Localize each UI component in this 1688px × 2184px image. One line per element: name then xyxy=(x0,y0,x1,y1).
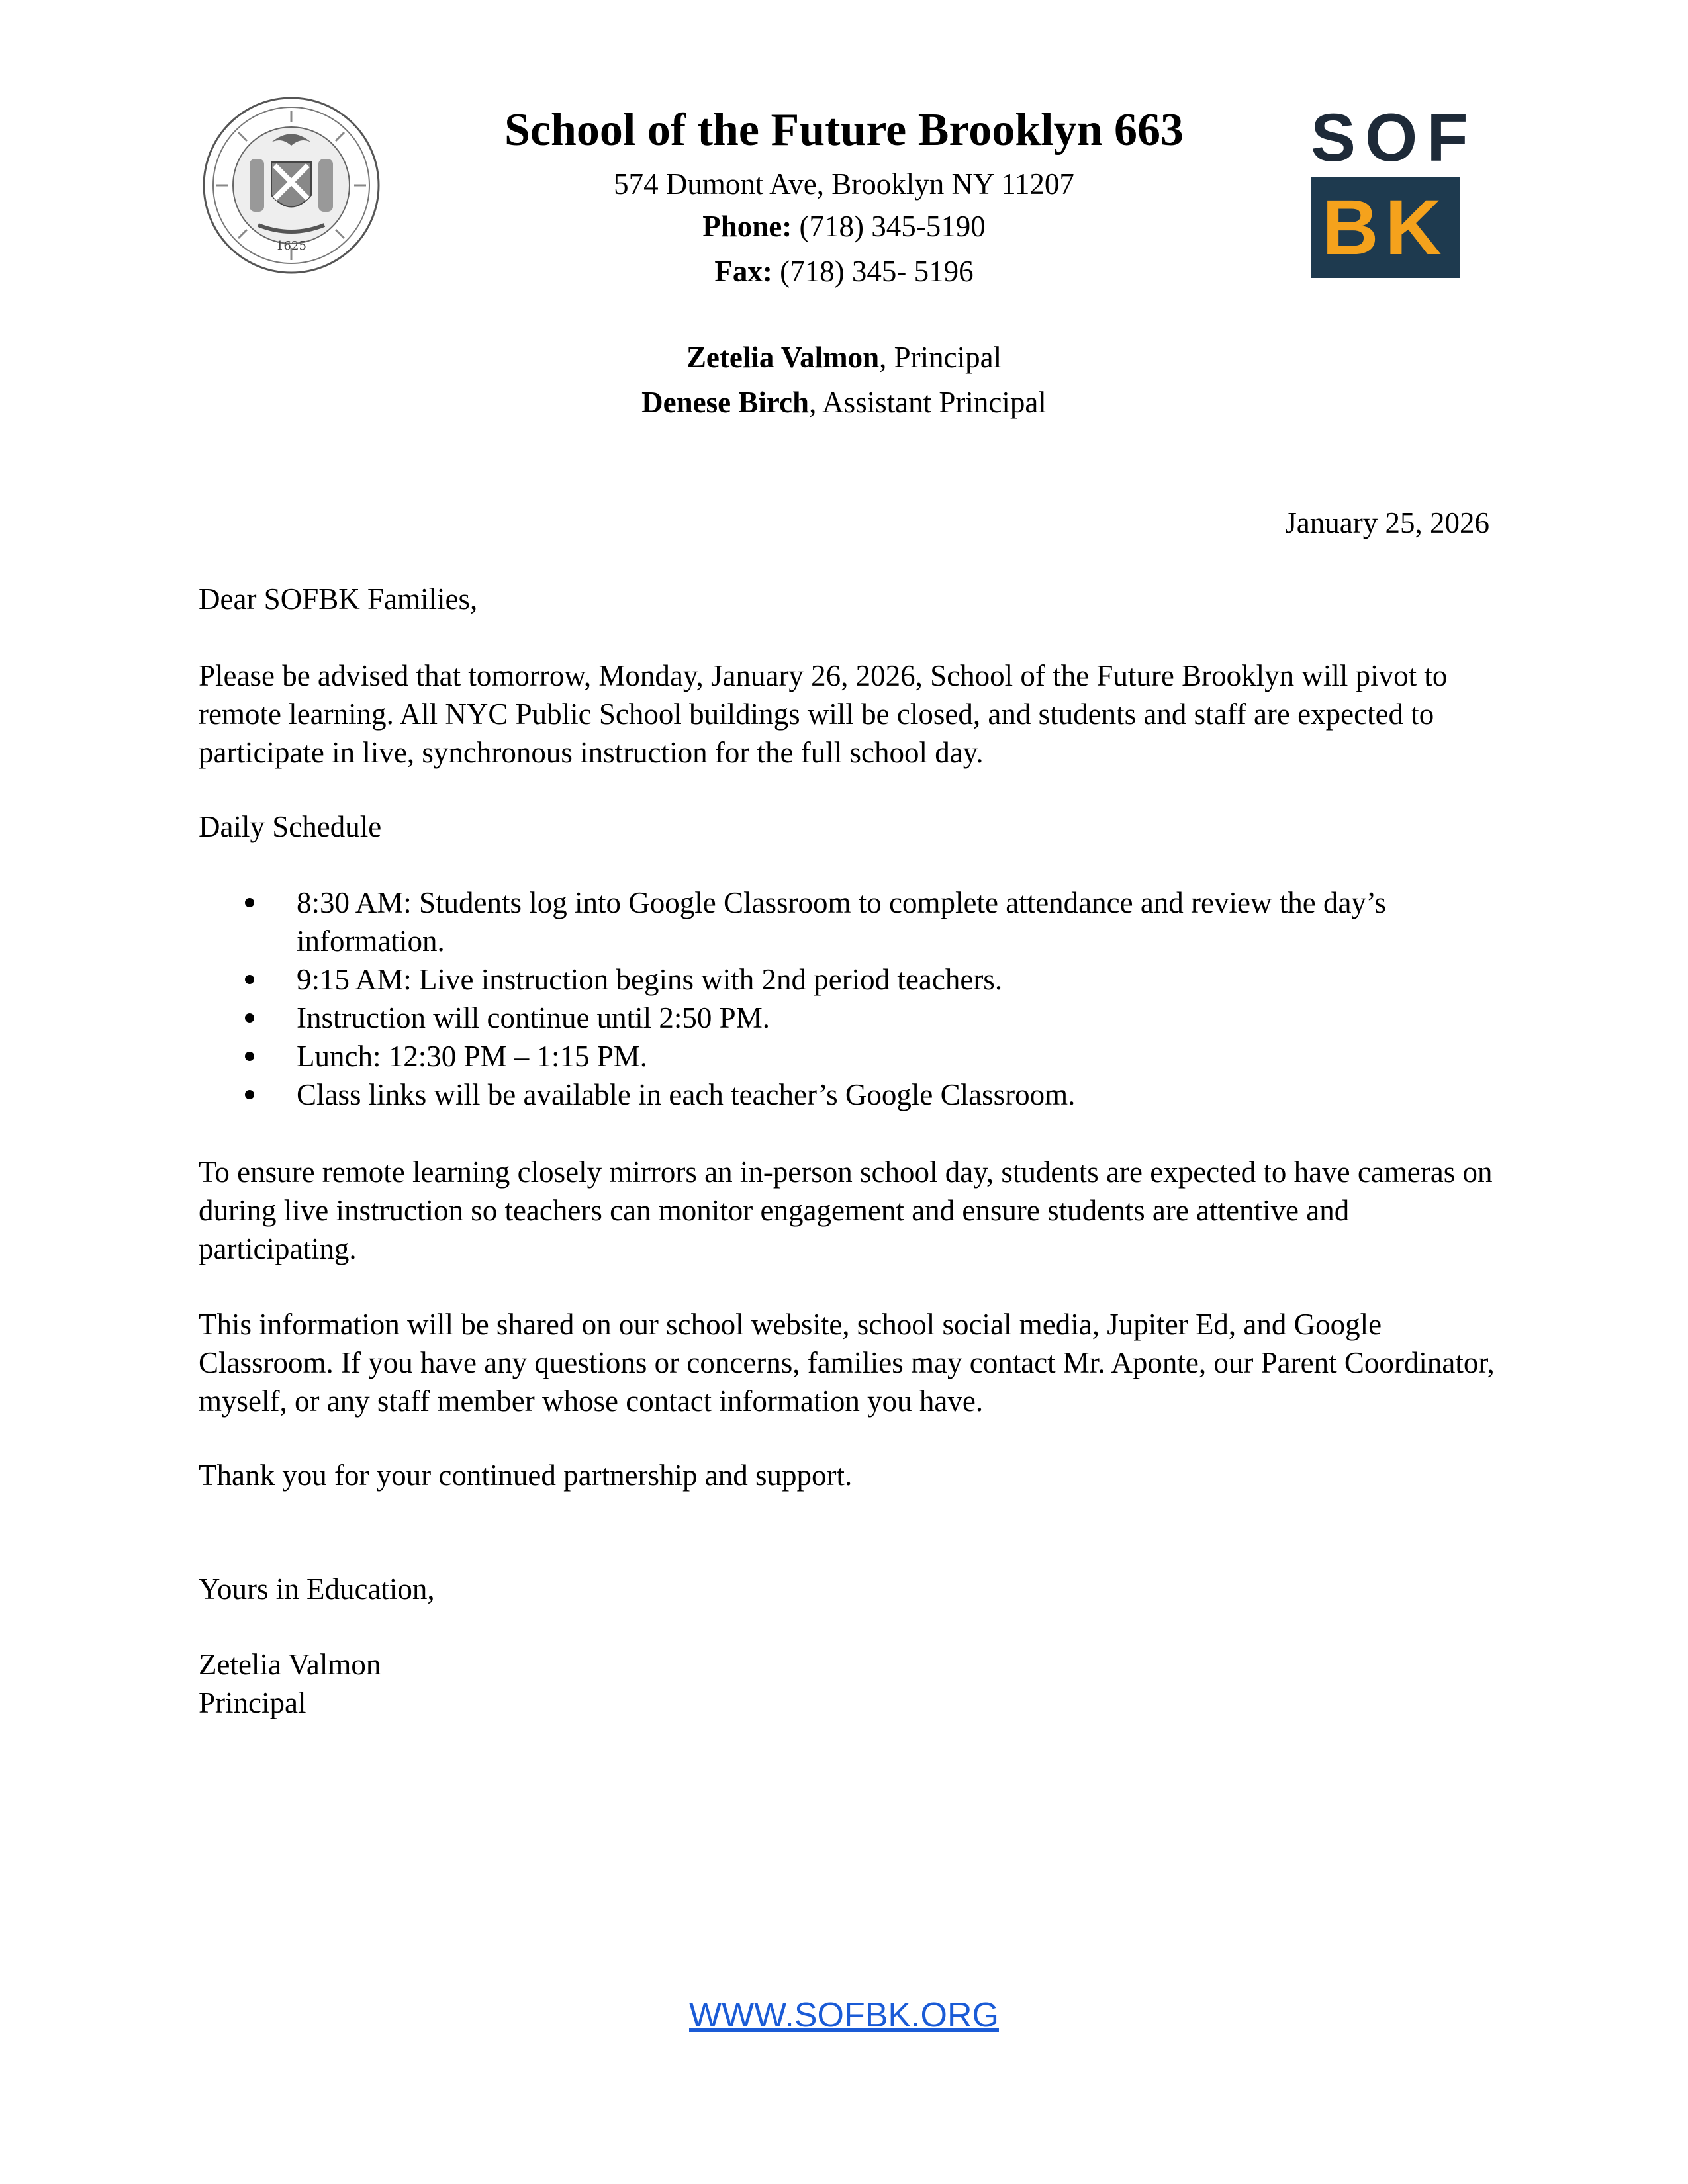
phone-value: (718) 345-5190 xyxy=(792,210,986,243)
school-address: 574 Dumont Ave, Brooklyn NY 11207 xyxy=(614,167,1074,201)
schedule-item-text: Lunch: 12:30 PM – 1:15 PM. xyxy=(297,1040,648,1073)
schedule-item-text: 9:15 AM: Live instruction begins with 2nd period teachers. xyxy=(297,963,1003,996)
assistant-principal-line xyxy=(371,384,1317,421)
phone-label: Phone: xyxy=(702,210,792,243)
website-link[interactable]: WWW.SOFBK.ORG xyxy=(689,1996,999,2034)
bullet-icon xyxy=(245,1090,254,1099)
fax-value: (718) 345- 5196 xyxy=(772,255,974,288)
principal-title: , Principal xyxy=(879,341,1002,374)
greeting: Dear SOFBK Families, xyxy=(199,582,478,615)
list-item xyxy=(199,1075,1496,1114)
fax-label: Fax: xyxy=(714,255,773,288)
principal-line xyxy=(371,339,1317,376)
signature-name: Zetelia Valmon xyxy=(199,1648,381,1681)
paragraph-contact: This information will be shared on our school website, school social media, Jupiter Ed, and Google Classroom. If you have any questions or concerns, families may contact Mr. Aponte, our Parent Coordinator, myself, or any staff member whose contact information you have. xyxy=(199,1308,1495,1418)
bullet-icon xyxy=(245,975,254,984)
list-item xyxy=(199,960,1496,999)
list-item xyxy=(199,999,1496,1037)
assistant-principal-title: , Assistant Principal xyxy=(809,386,1047,419)
bullet-icon xyxy=(245,1013,254,1023)
logo-top-text: SOF xyxy=(1311,100,1477,175)
list-item xyxy=(199,1037,1496,1075)
schedule-list xyxy=(199,884,1496,1114)
schedule-item-text: Class links will be available in each teacher’s Google Classroom. xyxy=(297,1078,1076,1111)
signature-title: Principal xyxy=(199,1686,306,1719)
schedule-item-text: 8:30 AM: Students log into Google Classroom to complete attendance and review the day’s information. xyxy=(297,886,1386,958)
letter-date: January 25, 2026 xyxy=(1285,506,1489,539)
closing: Yours in Education, xyxy=(199,1572,435,1606)
logo-bottom-text: BK xyxy=(1311,177,1460,278)
sofbk-logo xyxy=(1311,100,1477,277)
list-item xyxy=(199,884,1496,960)
assistant-principal-name: Denese Birch xyxy=(641,386,810,419)
school-fax xyxy=(371,253,1317,290)
paragraph-thanks: Thank you for your continued partnership and support. xyxy=(199,1459,853,1492)
schedule-heading: Daily Schedule xyxy=(199,810,382,843)
bullet-icon xyxy=(245,1052,254,1061)
principal-name: Zetelia Valmon xyxy=(686,341,880,374)
paragraph-cameras: To ensure remote learning closely mirrors an in-person school day, students are expected to have cameras on during live instruction so teachers can monitor engagement and ensure students are attentive and participating. xyxy=(199,1156,1493,1265)
schedule-item-text: Instruction will continue until 2:50 PM. xyxy=(297,1001,770,1034)
bullet-icon xyxy=(245,898,254,907)
paragraph-remote-learning: Please be advised that tomorrow, Monday, January 26, 2026, School of the Future Brooklyn will pivot to remote learning. All NYC Public School buildings will be closed, and students and staff are expected to participate in live, synchronous instruction for the full school day. xyxy=(199,659,1448,769)
school-phone xyxy=(371,208,1317,245)
seal-year: 1625 xyxy=(276,239,306,253)
school-title: School of the Future Brooklyn 663 xyxy=(504,105,1184,156)
nyc-seal-icon xyxy=(202,96,381,275)
